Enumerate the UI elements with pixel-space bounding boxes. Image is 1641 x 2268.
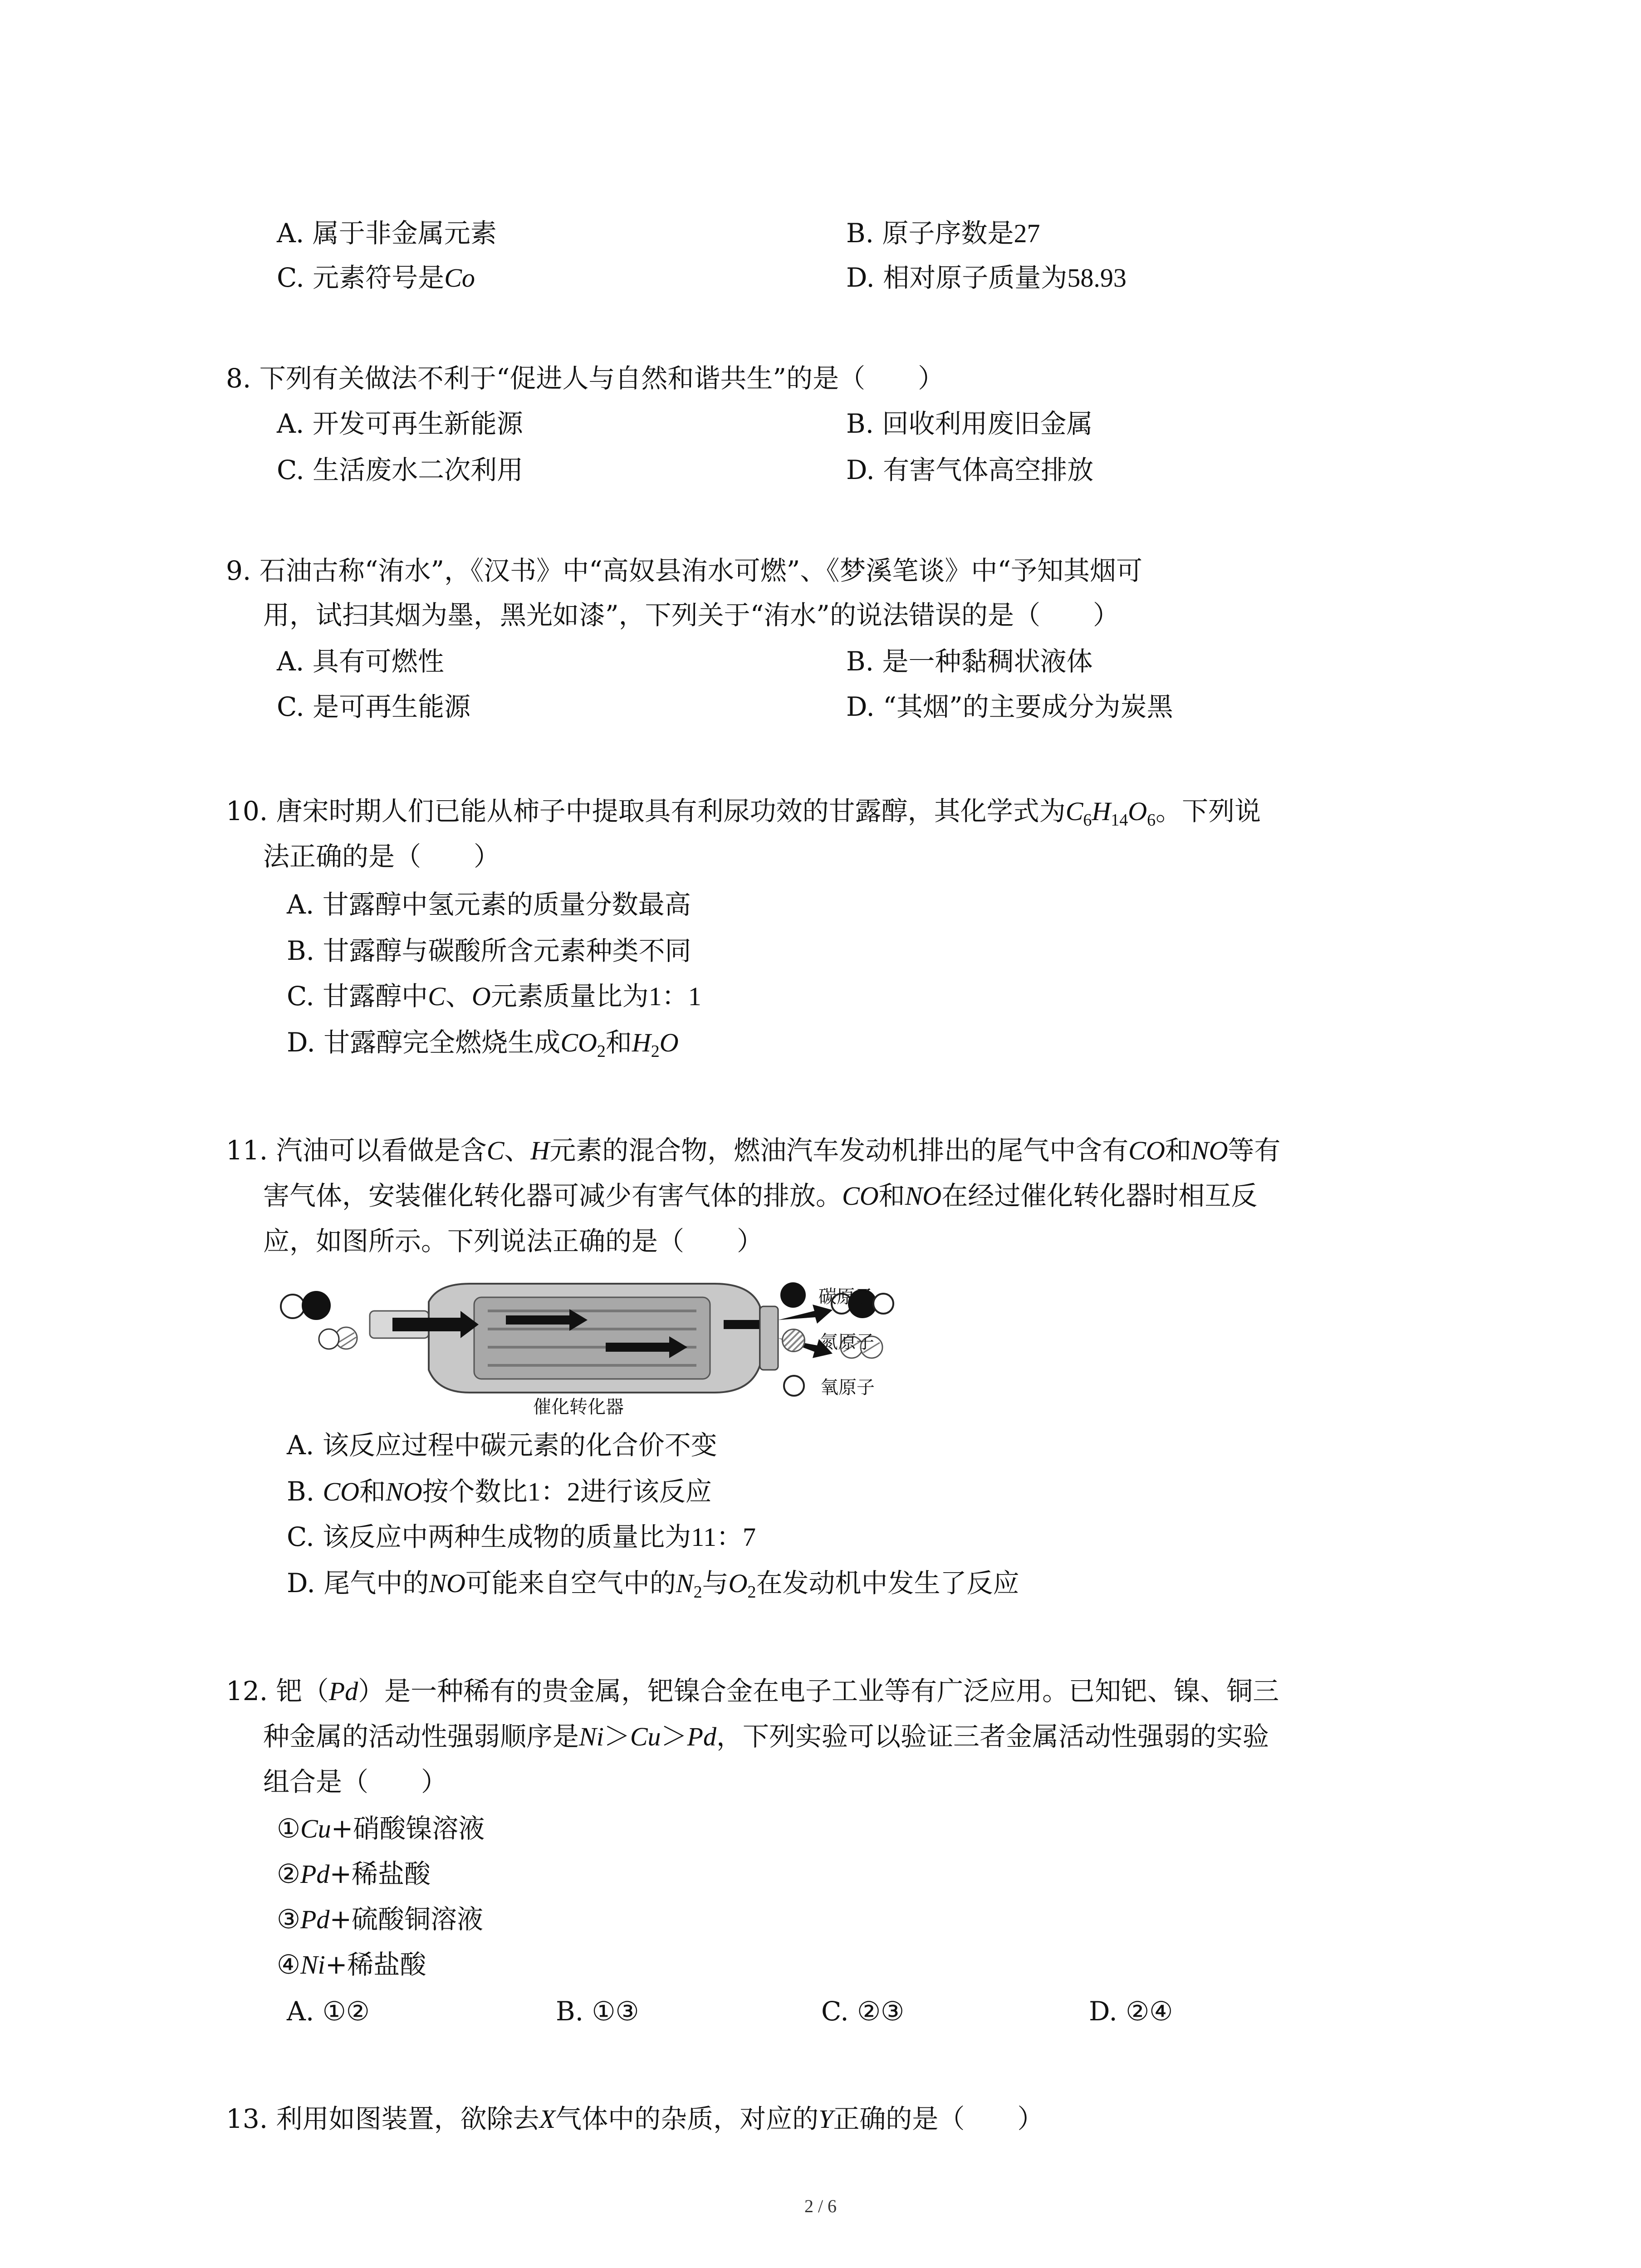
oxygen-atom-icon	[281, 1295, 304, 1318]
q12-item-3: ③Pd+硫酸铜溶液	[277, 1904, 484, 1935]
q9-stem-line2: 用，试扫其烟为墨，黑光如漆”，下列关于“洧水”的说法错误的是（ ）	[263, 600, 1119, 631]
q12-stem-line3: 组合是（ ）	[263, 1766, 448, 1797]
oxygen-atom-icon	[319, 1329, 339, 1349]
q11-option-c: C. 该反应中两种生成物的质量比为11：7	[287, 1521, 756, 1552]
q10-option-b: B. 甘露醇与碳酸所含元素种类不同	[287, 935, 691, 966]
q12-item-1: ①Cu+硝酸镍溶液	[277, 1813, 485, 1844]
q11-option-d: D. 尾气中的NO可能来自空气中的$N_2$与$O_2$在发动机中发生了反应	[287, 1568, 1019, 1602]
q12-stem-line1: 12. 钯（Pd）是一种稀有的贵金属，钯镍合金在电子工业等有广泛应用。已知钯、镍、铜三	[226, 1676, 1279, 1706]
q8-option-a: A. 开发可再生新能源	[277, 408, 523, 439]
page-number: 2 / 6	[804, 2196, 837, 2216]
q10-stem-line2: 法正确的是（ ）	[263, 841, 500, 872]
q8-stem: 8. 下列有关做法不利于“促进人与自然和谐共生”的是（ ）	[226, 363, 945, 394]
q7-option-d: D. 相对原子质量为58.93	[846, 262, 1127, 293]
q9-stem-line1: 9. 石油古称“洧水”，《汉书》中“高奴县洧水可燃”、《梦溪笔谈》中“予知其烟可	[226, 555, 1143, 586]
q10-option-c: C. 甘露醇中C、O元素质量比为1：1	[287, 981, 701, 1012]
legend-nitrogen: 氮原子	[780, 1325, 874, 1356]
outlet-flange	[760, 1306, 778, 1370]
legend-oxygen: 氧原子	[780, 1370, 875, 1402]
q9-option-a: A. 具有可燃性	[277, 646, 444, 677]
q12-option-c: C. ②③	[821, 1996, 905, 2027]
carbon-atom-icon	[302, 1291, 331, 1320]
q9-option-c: C. 是可再生能源	[277, 691, 471, 722]
q11-stem-line3: 应，如图所示。下列说法正确的是（ ）	[263, 1226, 764, 1256]
q8-option-d: D. 有害气体高空排放	[846, 455, 1094, 485]
q12-option-d: D. ②④	[1089, 1996, 1173, 2027]
oxygen-atom-icon	[783, 1375, 805, 1397]
q10-stem-line1: 10. 唐宋时期人们已能从柿子中提取具有利尿功效的甘露醇，其化学式为$C_6H_{14}O_6$。下列说	[226, 796, 1261, 830]
q9-option-d: D. “其烟”的主要成分为炭黑	[846, 691, 1173, 722]
q12-option-a: A. ①②	[287, 1996, 370, 2027]
q12-item-4: ④Ni+稀盐酸	[277, 1949, 426, 1980]
q7-option-b: B. 原子序数是27	[846, 218, 1040, 249]
atom-legend	[780, 1279, 1016, 1415]
q7-option-a: A. 属于非金属元素	[277, 218, 497, 249]
q7-option-c: C. 元素符号是Co	[277, 262, 475, 293]
legend-carbon: 碳原子	[780, 1279, 873, 1311]
q9-option-b: B. 是一种黏稠状液体	[846, 646, 1093, 677]
q12-option-b: B. ①③	[556, 1996, 639, 2027]
q13-stem: 13. 利用如图装置，欲除去X气体中的杂质，对应的Y正确的是（ ）	[226, 2103, 1044, 2134]
q8-option-b: B. 回收利用废旧金属	[846, 408, 1093, 439]
q11-option-a: A. 该反应过程中碳元素的化合价不变	[287, 1430, 717, 1461]
q12-stem-line2: 种金属的活动性强弱顺序是Ni＞Cu＞Pd，下列实验可以验证三者金属活动性强弱的实验	[263, 1721, 1269, 1752]
nitrogen-atom-icon	[782, 1329, 805, 1352]
q11-stem-line2: 害气体，安装催化转化器可减少有害气体的排放。CO和NO在经过催化转化器时相互反	[263, 1180, 1258, 1211]
q12-item-2: ②Pd+稀盐酸	[277, 1858, 431, 1889]
q11-option-b: B. CO和NO按个数比1：2进行该反应	[287, 1476, 712, 1507]
carbon-atom-icon	[780, 1282, 806, 1308]
q10-option-a: A. 甘露醇中氢元素的质量分数最高	[287, 889, 691, 920]
q11-stem-line1: 11. 汽油可以看做是含C、H元素的混合物，燃油汽车发动机排出的尾气中含有CO和NO等有	[226, 1135, 1281, 1166]
q10-option-d: D. 甘露醇完全燃烧生成$CO_2$和$H_2O$	[287, 1027, 679, 1061]
device-label: 催化转化器	[533, 1397, 624, 1418]
q8-option-c: C. 生活废水二次利用	[277, 455, 524, 485]
